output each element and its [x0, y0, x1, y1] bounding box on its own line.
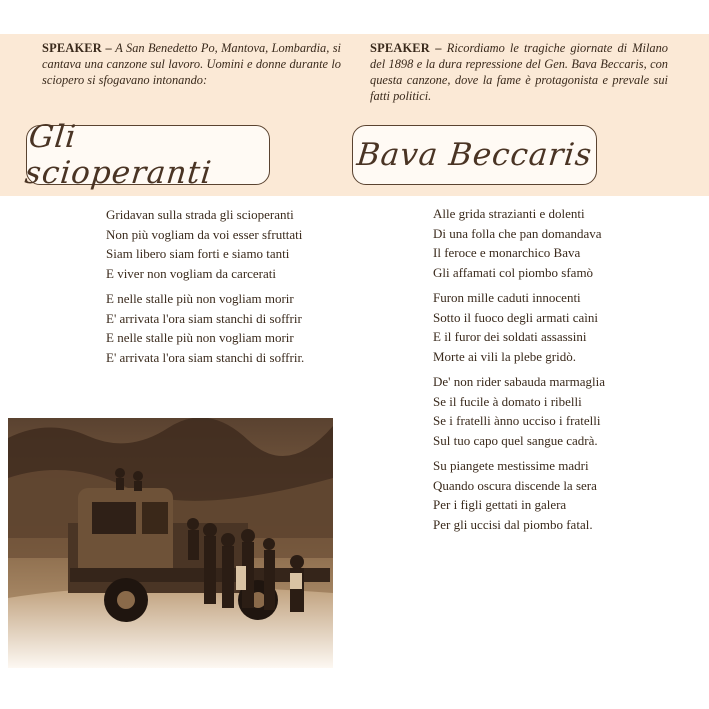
- lyrics-stanza: [433, 456, 597, 534]
- speaker-text: A San Benedetto Po, Mantova, Lombardia, si cantava una canzone sul lavoro. Uomini e donne durante lo sciopero si sfogavano intonando:: [42, 41, 341, 87]
- lyrics-stanza: [433, 372, 605, 450]
- lyric-line: Sotto il fuoco degli armati caìni: [433, 309, 598, 325]
- historic-photo: [8, 418, 333, 668]
- lyric-line: Morte ai vili la plebe gridò.: [433, 348, 576, 364]
- lyrics-stanza: [433, 288, 598, 366]
- song-title: Gli scioperanti: [23, 119, 214, 191]
- lyric-line: Furon mille caduti innocenti: [433, 290, 581, 305]
- lyric-line: Gridavan sulla strada gli scioperanti: [106, 207, 294, 222]
- speaker-tag: SPEAKER –: [370, 41, 442, 55]
- lyric-line: Per gli uccisi dal piombo fatal.: [433, 516, 593, 532]
- lyrics-stanza: [106, 205, 302, 283]
- lyric-line: E il furor dei soldati assassini: [433, 329, 587, 344]
- lyric-line: Il feroce e monarchico Bava: [433, 245, 581, 260]
- lyric-line: Su piangete mestissime madri: [433, 458, 589, 473]
- sepia-photo-truck-workers-icon: [8, 418, 333, 668]
- song-title: Bava Beccaris: [355, 137, 594, 173]
- song-title-box-left: [23, 119, 270, 191]
- lyrics-stanza: [106, 289, 304, 367]
- lyric-line: E nelle stalle più non vogliam morir: [106, 330, 294, 345]
- speaker-tag: SPEAKER –: [42, 41, 112, 55]
- lyric-line: Sul tuo capo quel sangue cadrà.: [433, 432, 598, 448]
- lyric-line: E viver non vogliam da carcerati: [106, 265, 277, 281]
- lyric-line: Non più vogliam da voi esser sfruttati: [106, 226, 303, 242]
- song-title-box-right: [352, 125, 597, 185]
- lyric-line: E' arrivata l'ora siam stanchi di soffrir: [106, 310, 302, 326]
- speaker-note-right: [370, 40, 668, 104]
- lyric-line: Di una folla che pan domandava: [433, 225, 602, 241]
- lyric-line: Siam libero siam forti e siamo tanti: [106, 246, 290, 261]
- lyric-line: Se il fucile à domato i ribelli: [433, 393, 582, 409]
- lyric-line: Alle grida strazianti e dolenti: [433, 206, 585, 221]
- lyric-line: Se i fratelli ànno ucciso i fratelli: [433, 413, 601, 428]
- speaker-text: Ricordiamo le tragiche giornate di Milano del 1898 e la dura repressione del Gen. Bava Beccaris, con questa canzone, dove la fame è protagonista e prevale sui fatti politici.: [370, 41, 668, 103]
- speaker-note-left: [42, 40, 341, 88]
- lyric-line: Gli affamati col piombo sfamò: [433, 264, 594, 280]
- lyric-line: Quando oscura discende la sera: [433, 477, 597, 493]
- lyrics-stanza: [433, 204, 602, 282]
- lyric-line: Per i figli gettati in galera: [433, 497, 567, 512]
- lyric-line: E' arrivata l'ora siam stanchi di soffrir.: [106, 349, 305, 365]
- lyric-line: E nelle stalle più non vogliam morir: [106, 291, 294, 306]
- lyric-line: De' non rider sabauda marmaglia: [433, 374, 605, 389]
